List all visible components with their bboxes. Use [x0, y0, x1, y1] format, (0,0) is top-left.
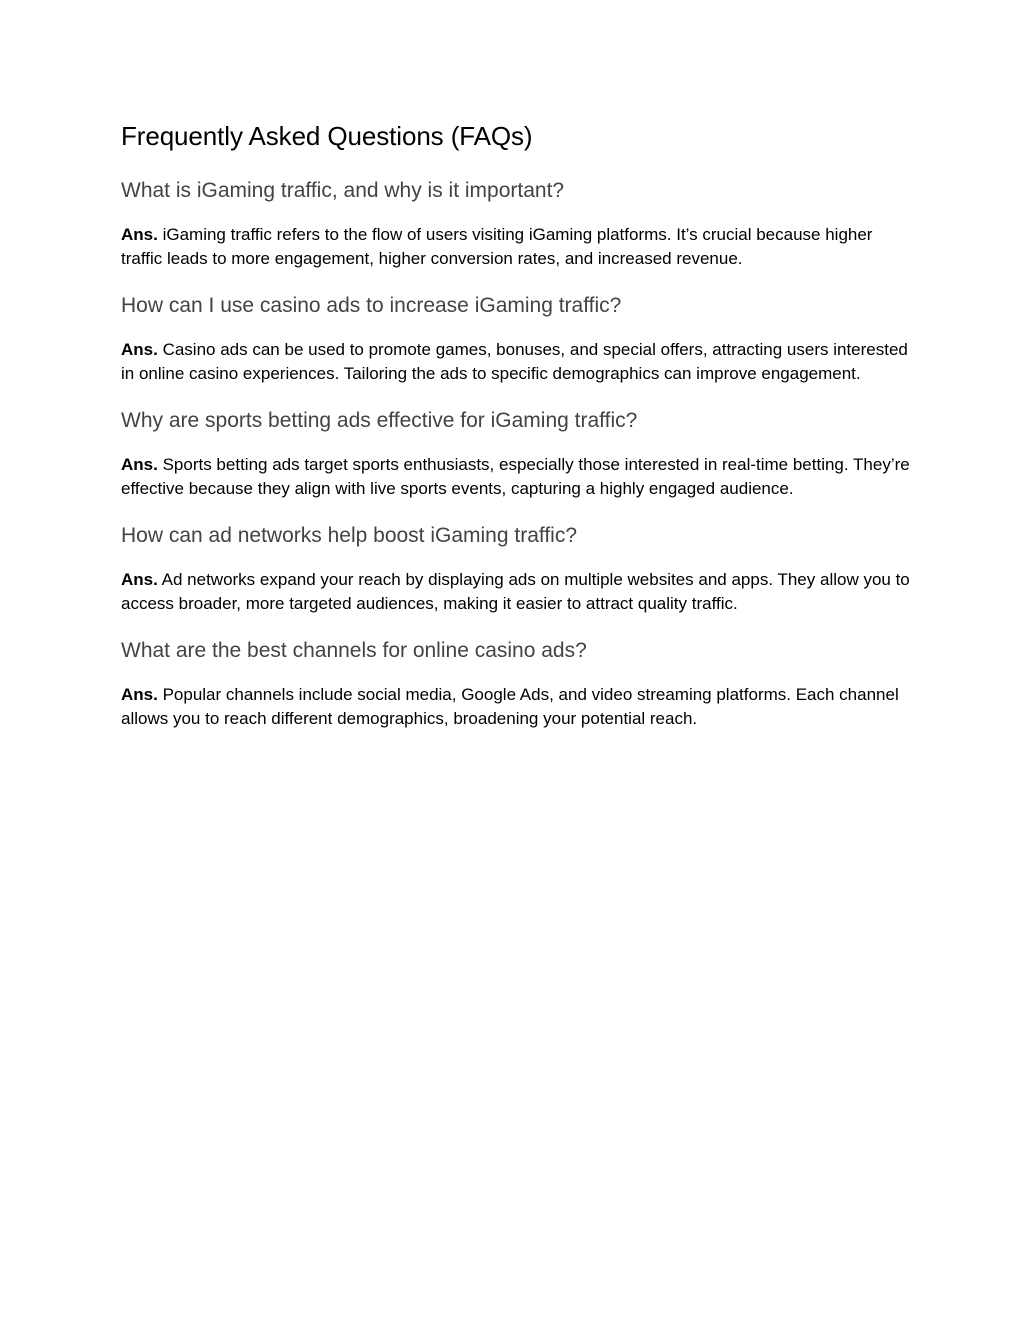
faq-answer — [121, 453, 911, 501]
faq-item-2 — [121, 291, 911, 386]
faq-question: What is iGaming traffic, and why is it important? — [121, 179, 565, 202]
answer-label: Ans. — [121, 570, 158, 589]
answer-text: Popular channels include social media, Google Ads, and video streaming platforms. Each channel allows you to reach different demographics, broadening your potential reach. — [121, 685, 899, 728]
faq-answer — [121, 338, 911, 386]
faq-item-1 — [121, 176, 911, 271]
faq-question: What are the best channels for online casino ads? — [121, 639, 587, 662]
answer-label: Ans. — [121, 340, 158, 359]
faq-answer — [121, 223, 911, 271]
faq-answer — [121, 568, 911, 616]
answer-label: Ans. — [121, 685, 158, 704]
answer-text: Ad networks expand your reach by displaying ads on multiple websites and apps. They allow you to access broader, more targeted audiences, making it easier to attract quality traffic. — [121, 570, 910, 613]
document-page — [121, 118, 911, 751]
faq-question: How can I use casino ads to increase iGaming traffic? — [121, 294, 622, 317]
answer-text: Casino ads can be used to promote games, bonuses, and special offers, attracting users interested in online casino experiences. Tailoring the ads to specific demographics can improve engagement. — [121, 340, 908, 383]
faq-item-3 — [121, 406, 911, 501]
faq-answer — [121, 683, 911, 731]
answer-label: Ans. — [121, 455, 158, 474]
answer-text: Sports betting ads target sports enthusiasts, especially those interested in real-time betting. They’re effective because they align with live sports events, capturing a highly engaged audience. — [121, 455, 910, 498]
answer-text: iGaming traffic refers to the flow of users visiting iGaming platforms. It’s crucial because higher traffic leads to more engagement, higher conversion rates, and increased revenue. — [121, 225, 873, 268]
faq-question: How can ad networks help boost iGaming traffic? — [121, 524, 578, 547]
faq-question: Why are sports betting ads effective for iGaming traffic? — [121, 409, 638, 432]
page-title: Frequently Asked Questions (FAQs) — [121, 121, 533, 151]
answer-label: Ans. — [121, 225, 158, 244]
faq-item-5 — [121, 636, 911, 731]
faq-item-4 — [121, 521, 911, 616]
